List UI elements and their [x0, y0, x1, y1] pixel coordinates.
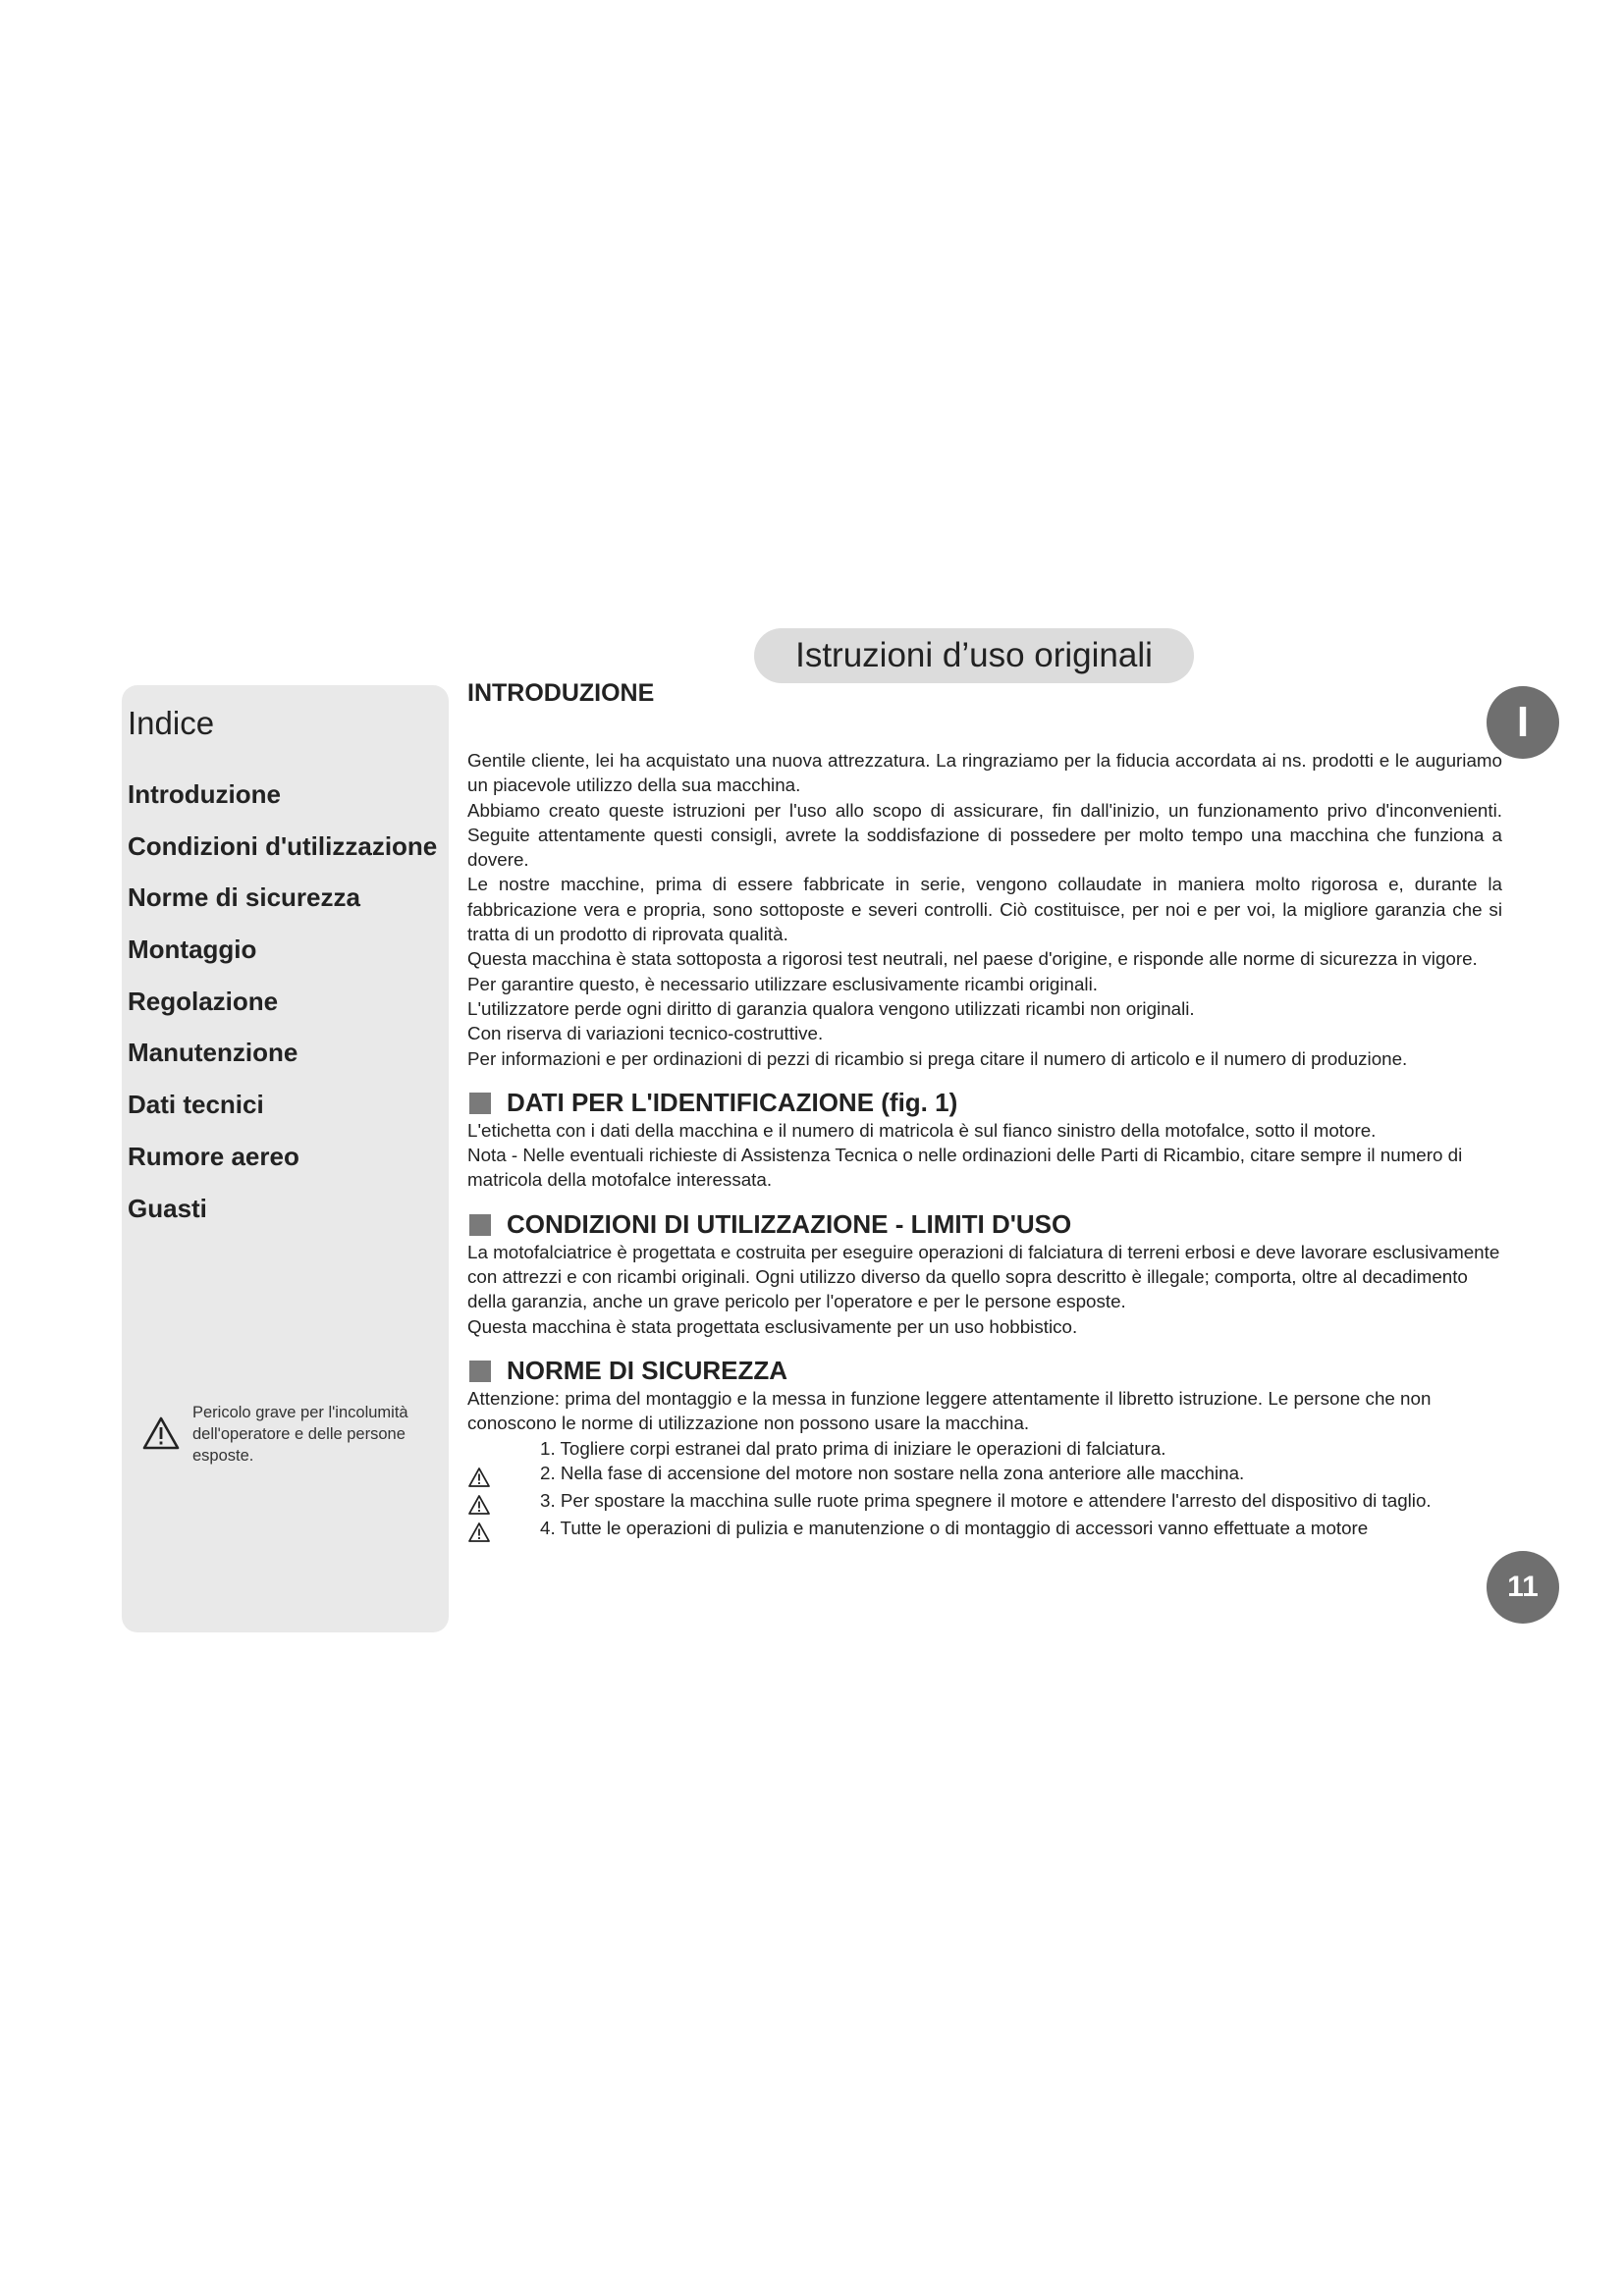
intro-paragraph: Per informazioni e per ordinazioni di pezzi di ricambio si prega citare il numero di articolo e il numero di produzione. — [467, 1047, 1408, 1069]
list-item — [467, 1488, 1502, 1516]
intro-heading: INTRODUZIONE — [467, 679, 655, 707]
toc-item-rumore-aereo[interactable]: Rumore aereo — [128, 1141, 299, 1171]
danger-legend-line: dell'operatore e delle persone — [192, 1425, 406, 1443]
section-square-icon — [469, 1093, 491, 1114]
page-title: Istruzioni d’uso originali — [754, 628, 1194, 683]
index-sidebar — [122, 685, 449, 1632]
safety-text: Attenzione: prima del montaggio e la messa in funzione leggere attentamente il libretto istruzione. Le persone che non conoscono le norme di utilizzazione non possono usare la macchina. — [467, 1387, 1432, 1434]
section-square-icon — [469, 1214, 491, 1236]
toc-item-montaggio[interactable]: Montaggio — [128, 934, 257, 965]
main-content — [467, 679, 1502, 1543]
intro-paragraph: Gentile cliente, lei ha acquistato una nuova attrezzatura. La ringraziamo per la fiducia accordata ai ns. prodotti e le auguriamo un piacevole utilizzo della sua macchina. — [467, 750, 1502, 796]
identification-text: L'etichetta con i dati della macchina e il numero di matricola è sul fianco sinistro della motofalce, sotto il motore. — [467, 1119, 1377, 1141]
page-number-badge: 11 — [1487, 1551, 1559, 1624]
rule-text: 3. Per spostare la macchina sulle ruote prima spegnere il motore e attendere l'arresto del dispositivo di taglio. — [540, 1489, 1432, 1511]
intro-paragraph: Questa macchina è stata sottoposta a rigorosi test neutrali, nel paese d'origine, e risponde alle norme di sicurezza in vigore. — [467, 948, 1478, 970]
toc-item-guasti[interactable]: Guasti — [128, 1193, 207, 1223]
safety-heading-text: NORME DI SICUREZZA — [507, 1356, 787, 1386]
warning-triangle-icon — [467, 1494, 491, 1516]
toc-item-condizioni[interactable]: Condizioni d'utilizzazione — [128, 830, 438, 861]
language-badge: I — [1487, 686, 1559, 759]
conditions-text: Questa macchina è stata progettata esclusivamente per un uso hobbistico. — [467, 1315, 1078, 1337]
rule-text: 1. Togliere corpi estranei dal prato prima di iniziare le operazioni di falciatura. — [540, 1437, 1166, 1459]
warning-triangle-icon — [467, 1522, 491, 1543]
intro-paragraph: Per garantire questo, è necessario utilizzare esclusivamente ricambi originali. — [467, 973, 1098, 994]
danger-legend-text — [192, 1402, 408, 1467]
intro-paragraph: Con riserva di variazioni tecnico-costruttive. — [467, 1023, 824, 1044]
danger-legend — [141, 1402, 441, 1467]
safety-rules-list — [467, 1436, 1502, 1543]
safety-heading — [467, 1357, 1502, 1386]
toc-item-introduzione[interactable]: Introduzione — [128, 779, 281, 809]
identification-heading-text: DATI PER L'IDENTIFICAZIONE (fig. 1) — [507, 1088, 958, 1118]
list-item — [467, 1516, 1502, 1543]
identification-heading — [467, 1089, 1502, 1118]
conditions-heading-text: CONDIZIONI DI UTILIZZAZIONE - LIMITI D'USO — [507, 1209, 1072, 1240]
conditions-heading — [467, 1210, 1502, 1240]
index-title: Indice — [128, 705, 215, 741]
danger-legend-line: esposte. — [192, 1447, 254, 1465]
toc-item-norme-sicurezza[interactable]: Norme di sicurezza — [128, 882, 360, 913]
intro-paragraph: L'utilizzatore perde ogni diritto di garanzia qualora vengono utilizzati ricambi non originali. — [467, 997, 1195, 1019]
toc-item-regolazione[interactable]: Regolazione — [128, 986, 279, 1016]
danger-legend-line: Pericolo grave per l'incolumità — [192, 1404, 408, 1421]
conditions-text: La motofalciatrice è progettata e costruita per eseguire operazioni di falciatura di terreni erbosi e deve lavorare esclusivamente con attrezzi e con ricambi originali. Ogni utilizzo diverso da quello sopra descritto è illegale; comporta, oltre al decadimento della garanzia, anche un grave pericolo per l'operatore e per le persone esposte. — [467, 1241, 1500, 1312]
intro-paragraph: Abbiamo creato queste istruzioni per l'uso allo scopo di assicurare, fin dall'inizio, un funzionamento privo d'inconvenienti. Seguite attentamente questi consigli, avrete la soddisfazione di possedere per molto tempo una macchina che funziona a dovere. — [467, 799, 1502, 871]
warning-triangle-icon — [141, 1415, 181, 1451]
toc-item-dati-tecnici[interactable]: Dati tecnici — [128, 1090, 264, 1120]
rule-text: 4. Tutte le operazioni di pulizia e manutenzione o di montaggio di accessori vanno effettuate a motore — [540, 1517, 1369, 1538]
list-item — [467, 1461, 1502, 1488]
section-square-icon — [469, 1361, 491, 1382]
rule-text: 2. Nella fase di accensione del motore non sostare nella zona anteriore alle macchina. — [540, 1462, 1245, 1483]
identification-note: Nota - Nelle eventuali richieste di Assistenza Tecnica o nelle ordinazioni delle Parti di Ricambio, citare sempre il numero di matricola della motofalce interessata. — [467, 1145, 1463, 1191]
list-item — [467, 1436, 1502, 1461]
warning-triangle-icon — [467, 1467, 491, 1488]
intro-paragraph: Le nostre macchine, prima di essere fabbricate in serie, vengono collaudate in maniera molto rigorosa e, durante la fabbricazione vera e propria, sono sottoposte e severi controlli. Ciò costituisce, per noi e per voi, la migliore garanzia che si tratta di un prodotto di riprovata qualità. — [467, 874, 1502, 945]
toc-item-manutenzione[interactable]: Manutenzione — [128, 1038, 298, 1068]
table-of-contents — [128, 779, 437, 1245]
